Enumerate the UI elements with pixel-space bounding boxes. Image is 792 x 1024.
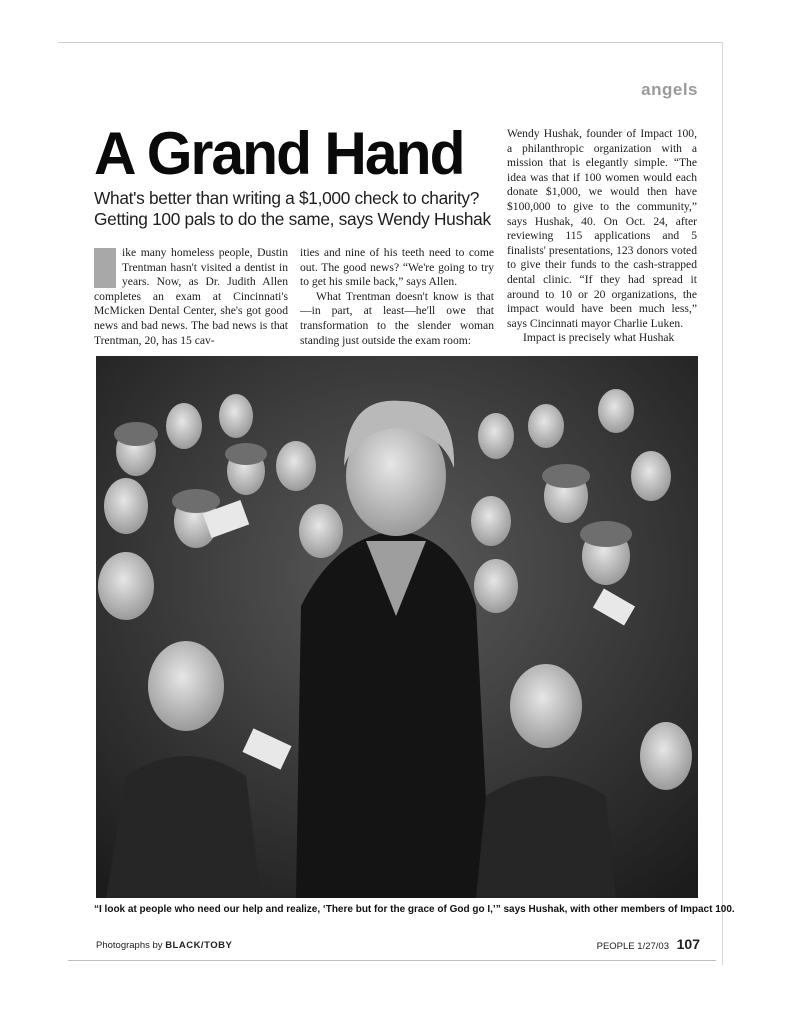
page-number: 107 bbox=[676, 936, 700, 952]
headline: A Grand Hand bbox=[94, 120, 464, 187]
section-label: angels bbox=[641, 80, 698, 99]
group-photo-icon bbox=[96, 356, 698, 898]
body-column-3 bbox=[507, 127, 697, 346]
footer-divider bbox=[68, 960, 716, 961]
body-column-1 bbox=[94, 246, 288, 348]
body-paragraph: What Trentman doesn't know is that—in part, at least—he'll owe that transformation to the slender woman standing just outside the exam room: bbox=[300, 289, 494, 347]
group-photo bbox=[96, 356, 698, 898]
body-paragraph: Wendy Hushak, founder of Impact 100, a philanthropic organization with a mission that is elegantly simple. “The idea was that if 100 women would each donate $1,000, we would then have $100,000 to give to the community,” says Hushak, 40. On Oct. 24, after reviewing 115 applications and 5 finalists' presentations, 123 donors voted to give their funds to the cash-strapped dental clinic. “If they had spread it around to 10 or 20 organizations, the impact would have been much less,” says Cincinnati mayor Charlie Luken. bbox=[507, 127, 697, 330]
page-folio bbox=[596, 936, 700, 952]
credit-label: Photographs by bbox=[96, 940, 163, 951]
photo-caption: “I look at people who need our help and realize, ‘There but for the grace of God go I,’” says Hushak, with other members of Impact 100. bbox=[94, 904, 735, 915]
subheadline: What's better than writing a $1,000 check to charity? Getting 100 pals to do the same, says Wendy Hushak bbox=[94, 188, 491, 229]
drop-cap: L bbox=[94, 248, 116, 288]
issue-date: 1/27/03 bbox=[637, 941, 669, 952]
body-column-2 bbox=[300, 246, 494, 348]
photo-credit bbox=[96, 940, 232, 951]
body-paragraph: L ike many homeless people, Dustin Trentman hasn't visited a dentist in years. Now, as Dr. Judith Allen completes an exam at Cincinnati's McMicken Dental Center, she's got good news and bad news. The bad news is that Trentman, 20, has 15 cav- bbox=[94, 246, 288, 347]
credit-name: BLACK/TOBY bbox=[165, 940, 233, 951]
magazine-name: PEOPLE bbox=[596, 941, 635, 952]
body-paragraph: Impact is precisely what Hushak bbox=[523, 331, 675, 345]
body-paragraph: ities and nine of his teeth need to come out. The good news? “We're going to try to get his smile back,” says Allen. bbox=[300, 246, 494, 289]
